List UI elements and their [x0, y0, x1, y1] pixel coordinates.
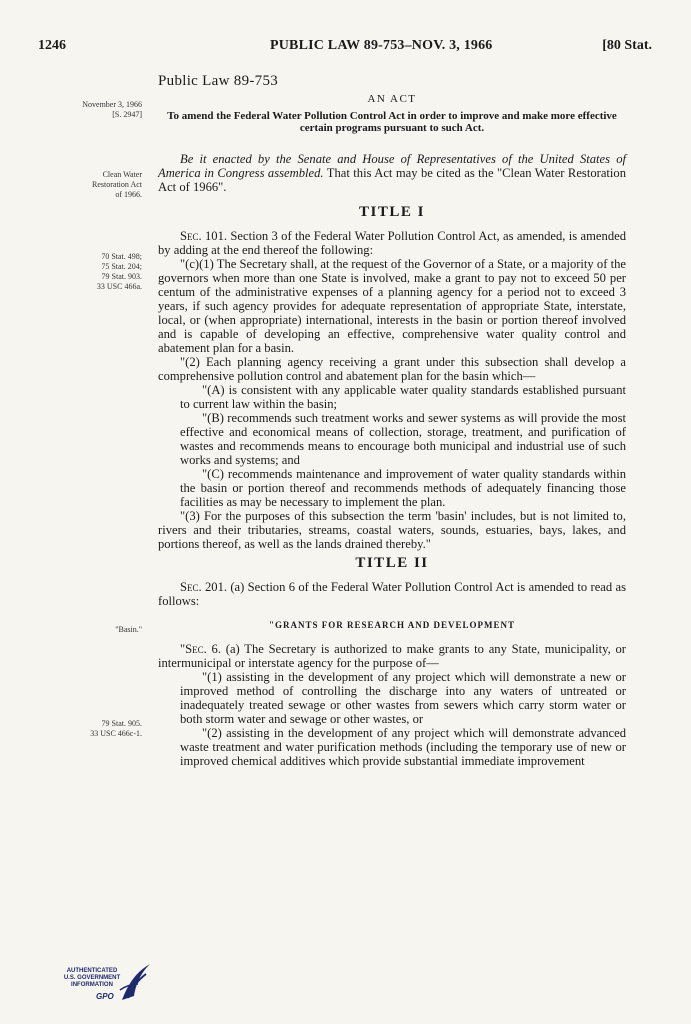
running-title: PUBLIC LAW 89-753–NOV. 3, 1966	[270, 38, 493, 53]
title-one-heading: TITLE I	[359, 204, 425, 220]
subsection-6-1: "(1) assisting in the development of any project which will demonstrate a new or improved method of controlling the discharge into any waters of untreated or inadequately treated sewage or other wastes from sewers which carry storm water or both storm water and sewage or other wastes, or	[180, 670, 626, 726]
section-101: Sec. 101. Section 3 of the Federal Water Pollution Control Act, as amended, is amended by adding at the end thereof the following:	[158, 229, 626, 257]
margin-note-date: November 3, 1966 [S. 2947]	[20, 100, 142, 120]
act-label: AN ACT	[367, 93, 417, 105]
public-law-number: Public Law 89-753	[158, 73, 279, 89]
gpo-authentication-logo	[52, 960, 162, 1010]
paragraph-c1: "(c)(1) The Secretary shall, at the request of the Governor of a State, or a majority of the governors when more than one State is involved, make a grant to pay not to exceed 50 per centum of the administrative expenses of a planning agency for a period not to exceed 3 years, if such agency provides for adequate representation of appropriate State, interstate, local, or (when appropriate) international, interests in the basin or portion thereof involved and is capable of developing an effective, comprehensive water quality control and abatement plan for a basin.	[158, 257, 626, 355]
margin-note-citations-2: 79 Stat. 905. 33 USC 466c-1.	[90, 719, 142, 738]
gpo-brand: GPO	[96, 992, 114, 1001]
act-purpose: To amend the Federal Water Pollution Control Act in order to improve and make more effective certain programs pursuant to such Act.	[167, 110, 617, 134]
subparagraph-b: "(B) recommends such treatment works and sewer systems as will provide the most effective and economical means of collection, storage, treatment, and purification of wastes and recommends means to encourage both municipal and industrial use of such works and systems; and	[180, 411, 626, 467]
margin-note-basin: "Basin."	[115, 625, 142, 634]
section-201: Sec. 201. (a) Section 6 of the Federal Water Pollution Control Act is amended to read as follows:	[158, 580, 626, 608]
margin-note-citations-1: 70 Stat. 498; 75 Stat. 204; 79 Stat. 903. 33 USC 466a.	[96, 252, 142, 291]
enacting-clause: Be it enacted by the Senate and House of Representatives of the United States of America in Congress assembled. That this Act may be cited as the "Clean Water Restoration Act of 1966".	[158, 152, 626, 194]
paragraph-3: "(3) For the purposes of this subsection the term 'basin' includes, but is not limited to, rivers and their tributaries, streams, coastal waters, sounds, estuaries, bays, lakes, and portions thereof, as well as the lands drained thereby."	[158, 509, 626, 551]
body-column	[158, 74, 626, 768]
eagle-icon	[118, 960, 152, 1004]
grants-heading: "GRANTS FOR RESEARCH AND DEVELOPMENT	[268, 620, 516, 630]
margin-note-short-title: Clean Water Restoration Act of 1966.	[92, 170, 142, 199]
paragraph-2: "(2) Each planning agency receiving a grant under this subsection shall develop a comprehensive pollution control and abatement plan for the basin which—	[158, 355, 626, 383]
title-two-heading: TITLE II	[355, 555, 429, 571]
page-number: 1246	[38, 38, 66, 53]
subsection-6-2: "(2) assisting in the development of any project which will demonstrate advanced waste treatment and water purification methods (including the temporary use of new or improved chemical additives which provide substantial immediate improvement	[180, 726, 626, 768]
section-6: "Sec. 6. (a) The Secretary is authorized to make grants to any State, municipality, or intermunicipal or interstate agency for the purpose of—	[158, 642, 626, 670]
running-header	[38, 38, 658, 56]
logo-text: AUTHENTICATED U.S. GOVERNMENT INFORMATION	[63, 968, 121, 988]
subparagraph-c: "(C) recommends maintenance and improvement of water quality standards within the basin or portion thereof and recommends methods of adequately financing those facilities as may be necessary to implement the plan.	[180, 467, 626, 509]
volume-reference: [80 Stat.	[602, 38, 652, 53]
subparagraph-a: "(A) is consistent with any applicable water quality standards established pursuant to current law within the basin;	[180, 383, 626, 411]
margin-note-bill: [S. 2947]	[112, 110, 142, 119]
